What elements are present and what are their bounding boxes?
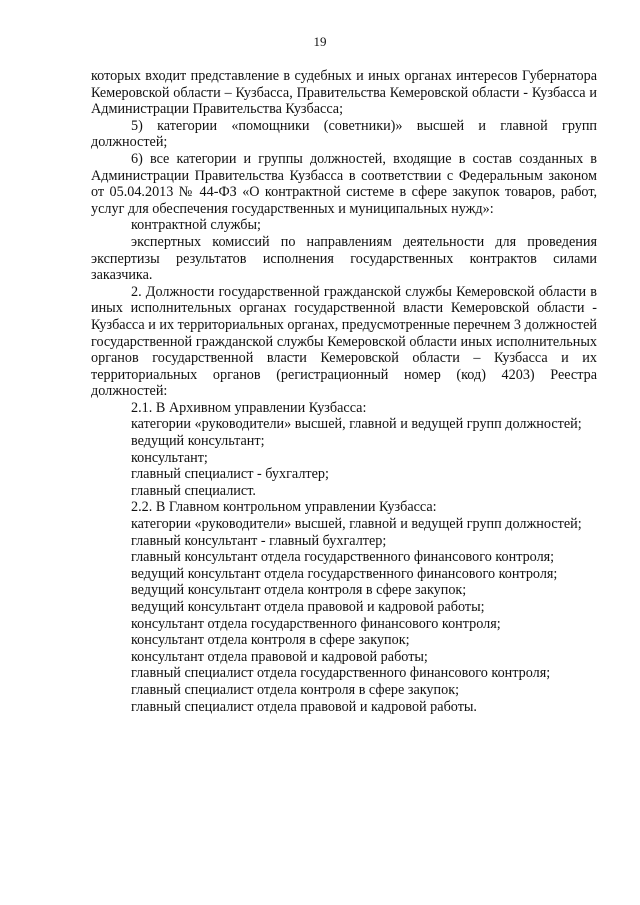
subsection-heading-2-1: 2.1. В Архивном управлении Кузбасса:	[131, 399, 367, 416]
list-line: ведущий консультант отдела контроля в сфере закупок;	[131, 582, 467, 599]
list-line: главный специалист.	[131, 482, 256, 499]
list-line: главный консультант - главный бухгалтер;	[131, 532, 387, 549]
list-line: главный специалист отдела государственного финансового контроля;	[131, 665, 551, 682]
list-line: консультант отдела контроля в сфере закупок;	[131, 632, 410, 649]
paragraph-continuation: которых входит представление в судебных и иных органах интересов Губернатора Кемеровской области – Кузбасса, Правительства Кемеровской области - Кузбасса и Администрации Правительства Кузбасса;	[91, 68, 597, 118]
list-line: главный специалист - бухгалтер;	[131, 466, 329, 483]
paragraph-categories-2-1: категории «руководители» высшей, главной и ведущей групп должностей;	[131, 416, 582, 433]
list-line: консультант отдела государственного финансового контроля;	[131, 615, 501, 632]
list-line: главный специалист отдела правовой и кадровой работы.	[131, 698, 477, 715]
list-line: ведущий консультант;	[131, 433, 265, 450]
document-body	[91, 68, 597, 715]
list-line: главный специалист отдела контроля в сфере закупок;	[131, 681, 460, 698]
list-line: главный консультант отдела государственного финансового контроля;	[131, 549, 555, 566]
paragraph-section-2: 2. Должности государственной гражданской службы Кемеровской области в иных исполнительных органах государственной власти Кемеровской области - Кузбасса и их территориальных органах, предусмотренные перечнем 3 должностей государственной гражданской службы Кемеровской области иных исполнительных органов государственной власти Кемеровской области – Кузбасса и их территориальных органов (регистрационный номер (код) 4203) Реестра должностей:	[91, 283, 597, 400]
list-line: ведущий консультант отдела государственного финансового контроля;	[131, 565, 558, 582]
list-line-contract-service: контрактной службы;	[131, 217, 261, 234]
paragraph-item-6: 6) все категории и группы должностей, входящие в состав созданных в Администрации Правительства Кузбасса в соответствии с Федеральным законом от 05.04.2013 № 44-ФЗ «О контрактной системе в сфере закупок товаров, работ, услуг для обеспечения государственных и муниципальных нужд»:	[91, 150, 597, 217]
paragraph-item-5: 5) категории «помощники (советники)» высшей и главной групп должностей;	[91, 117, 597, 151]
list-line: консультант отдела правовой и кадровой работы;	[131, 648, 428, 665]
page-number: 19	[313, 34, 327, 49]
subsection-heading-2-2: 2.2. В Главном контрольном управлении Кузбасса:	[131, 499, 437, 516]
list-line: ведущий консультант отдела правовой и кадровой работы;	[131, 599, 485, 615]
paragraph-expert-commissions: экспертных комиссий по направлениям деятельности для проведения экспертизы результатов исполнения государственных контрактов силами заказчика.	[91, 233, 597, 284]
list-line: консультант;	[131, 449, 208, 466]
paragraph-categories-2-2: категории «руководители» высшей, главной и ведущей групп должностей;	[131, 516, 582, 533]
